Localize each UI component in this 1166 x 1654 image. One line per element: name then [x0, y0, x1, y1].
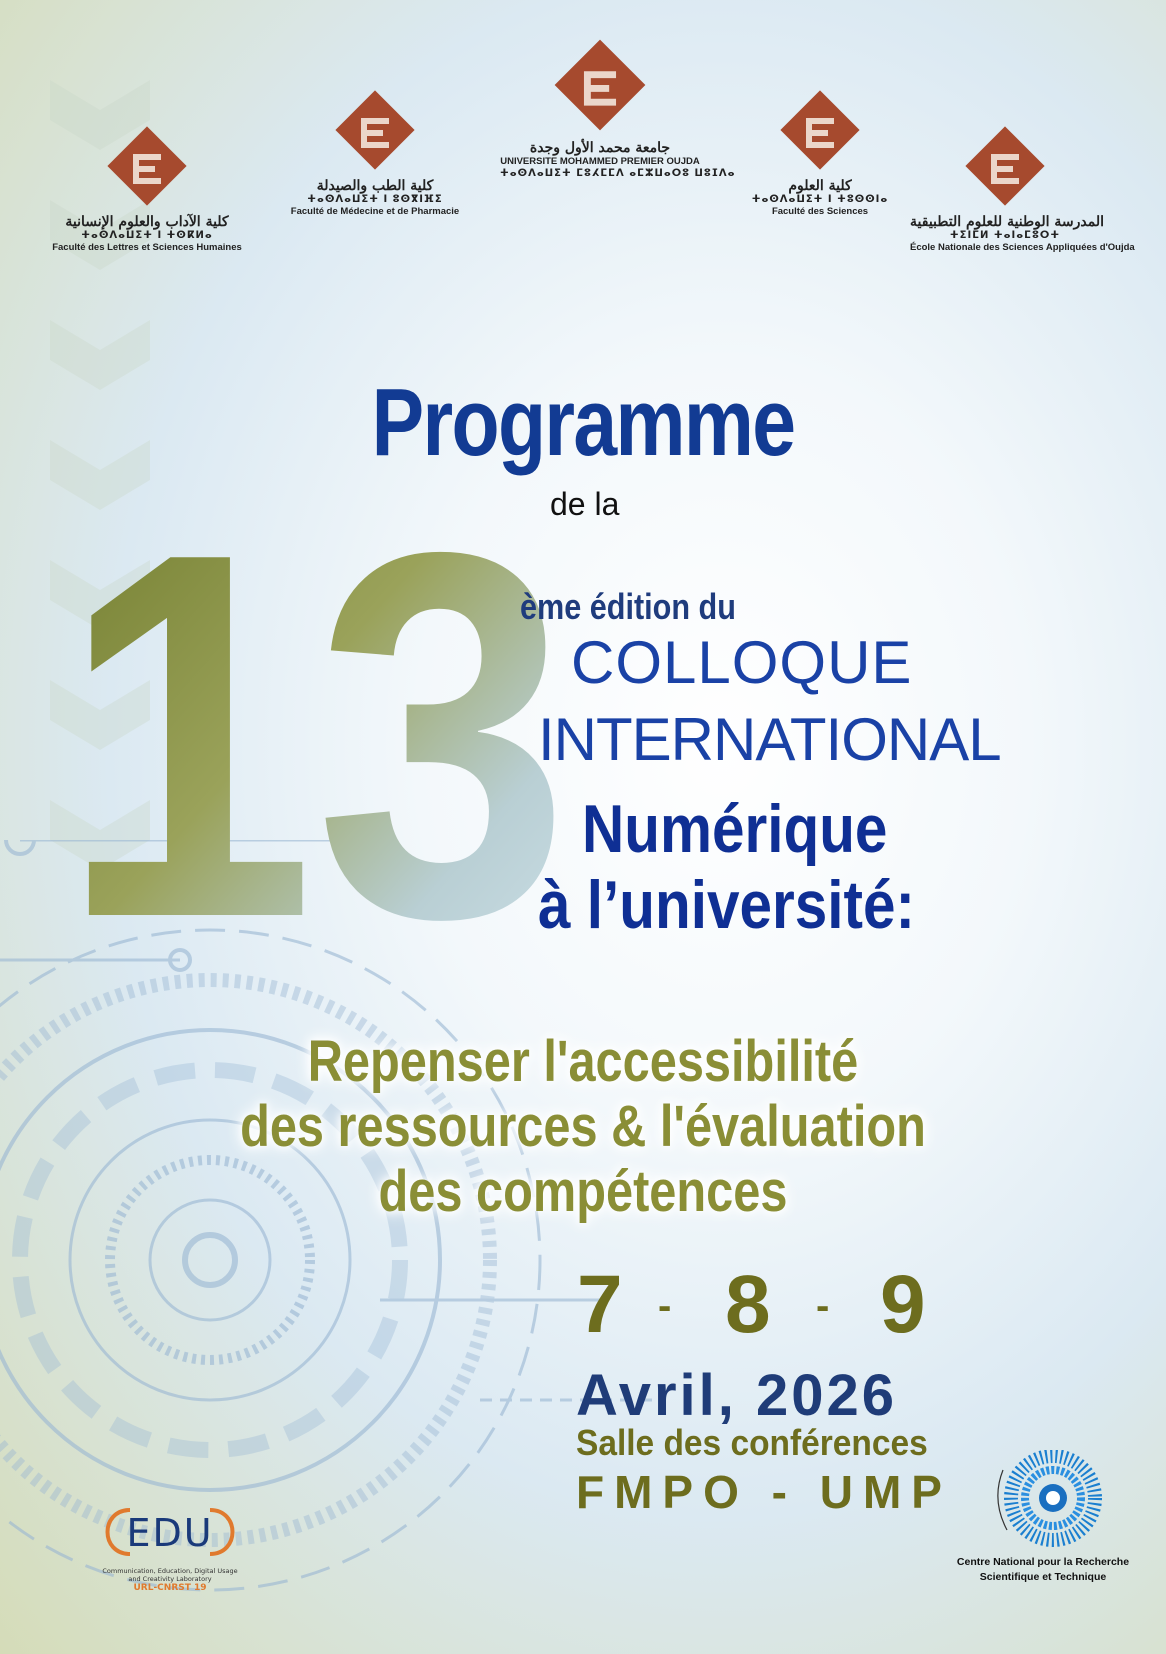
logo-ensao	[910, 118, 1135, 254]
edition-number-13	[60, 520, 580, 940]
title-colloque: COLLOQUE	[571, 629, 913, 696]
edu-desc-line-1: Communication, Education, Digital Usage	[102, 1567, 238, 1575]
cnrst-sun-logo-icon	[983, 1450, 1103, 1550]
institution-text: FMPO - UMP	[576, 1466, 952, 1518]
logo-french-text: Faculté de Médecine et de Pharmacie	[290, 206, 460, 217]
edu-lab-logo-icon	[90, 1502, 250, 1562]
subtitle-line-1: Repenser l'accessibilité	[307, 1029, 859, 1094]
title-international: INTERNATIONAL	[538, 706, 1001, 773]
university-emblem-icon	[99, 118, 195, 214]
title-numerique: Numérique	[582, 791, 888, 867]
title-de-la: de la	[550, 486, 620, 522]
logo-fmp	[265, 82, 485, 218]
university-emblem-icon	[772, 82, 868, 178]
cnrst-logo	[948, 1450, 1138, 1585]
title-programme: Programme	[371, 369, 795, 476]
venue-text: Salle des conférences	[576, 1422, 928, 1463]
university-emblem-icon	[545, 30, 655, 140]
title-edition-suffix: ème édition du	[520, 586, 736, 627]
cnrst-name-line-1: Centre National pour la Recherche	[956, 1556, 1130, 1568]
subtitle-line-2: des ressources & l'évaluation	[240, 1094, 926, 1159]
date-separator: -	[658, 1284, 672, 1328]
date-month-year: Avril, 2026	[576, 1363, 898, 1428]
logo-tifinagh-text: ⵜⴰⵙⴷⴰⵡⵉⵜ ⵏ ⵜⵓⵙⵙⵏⴰ	[751, 194, 889, 205]
logo-arabic-text: كلية الآداب والعلوم الإنسانية	[65, 214, 229, 230]
logo-french-text: UNIVERSITE MOHAMMED PREMIER OUJDA	[500, 156, 700, 167]
edu-desc-line-2: and Creativity Laboratory	[128, 1575, 212, 1583]
date-day-2: 8	[725, 1259, 771, 1350]
logo-arabic-text: كلية الطب والصيدلة	[316, 178, 434, 194]
logo-french-text: Faculté des Sciences	[771, 206, 869, 217]
university-emblem-icon	[957, 118, 1053, 214]
edu-code: URL-CNRST 19	[133, 1583, 207, 1593]
logo-tifinagh-text: ⵜⴰⵙⴷⴰⵡⵉⵜ ⵏ ⵜⵙⴽⵍⴰ	[81, 230, 213, 241]
title-universite: à l’université:	[538, 867, 916, 943]
logo-tifinagh-text: ⵜⴰⵙⴷⴰⵡⵉⵜ ⵎⵓⵃⵎⵎⴷ ⴰⵎⵣⵡⴰⵔⵓ ⵡⵓⵊⴷⴰ	[500, 168, 736, 179]
logo-fs	[745, 82, 895, 218]
edu-logo	[70, 1502, 270, 1593]
cnrst-name-line-2: Scientifique et Technique	[979, 1571, 1107, 1583]
logo-tifinagh-text: ⵜⵉⵏⵎⵍ ⵜⴰⵏⴰⵎⵓⵔⵜ	[949, 230, 1061, 241]
subtitle-line-3: des compétences	[378, 1159, 788, 1224]
date-separator: -	[816, 1284, 830, 1328]
logo-arabic-text: جامعة محمد الأول وجدة	[529, 140, 671, 156]
logo-arabic-text: المدرسة الوطنية للعلوم التطبيقية	[910, 214, 1105, 230]
logo-french-text: Faculté des Lettres et Sciences Humaines	[52, 242, 242, 253]
edu-logo-text: EDU	[126, 1511, 214, 1555]
logo-arabic-text: كلية العلوم	[788, 178, 852, 194]
edition-number-text: 13	[60, 520, 570, 940]
logo-ump	[500, 30, 736, 180]
university-emblem-icon	[327, 82, 423, 178]
logo-tifinagh-text: ⵜⴰⵙⴷⴰⵡⵉⵜ ⵏ ⵓⵙⴳⵏⴼⵉ	[307, 194, 443, 205]
date-day-3: 9	[880, 1259, 926, 1350]
logo-flsh	[52, 118, 242, 254]
date-day-1: 7	[577, 1259, 623, 1350]
logo-french-text: École Nationale des Sciences Appliquées d'Oujda	[910, 242, 1135, 253]
